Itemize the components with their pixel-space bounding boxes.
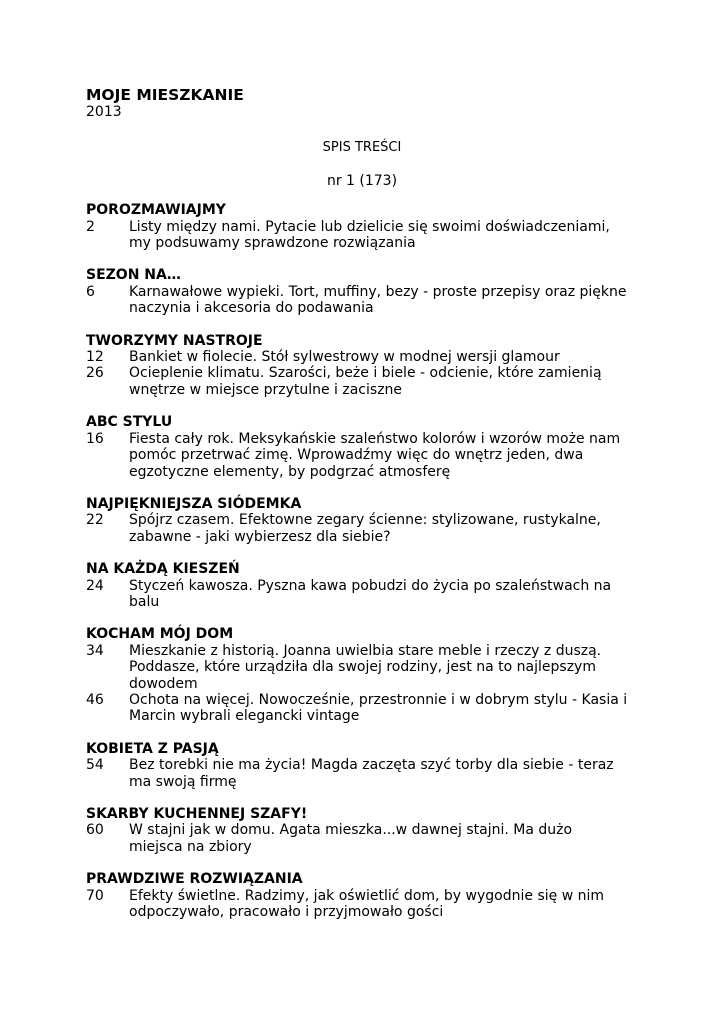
entry-page-number: 54 [86, 757, 104, 774]
entry-page-number: 34 [86, 642, 104, 659]
section-heading: ABC STYLU [86, 414, 173, 431]
entry-page-number: 22 [86, 512, 104, 529]
toc-entry [86, 349, 646, 365]
toc-entry [86, 284, 646, 317]
entry-description: Spójrz czasem. Efektowne zegary ścienne: stylizowane, rustykalne, zabawne - jaki wybierzesz dla siebie? [129, 512, 601, 545]
entry-description: Efekty świetlne. Radzimy, jak oświetlić dom, by wygodnie się w nim odpoczywało, pracowało i przyjmowało gości [129, 887, 604, 921]
toc-section [86, 496, 646, 545]
table-of-contents [86, 202, 646, 920]
entry-description: W stajni jak w domu. Agata mieszka...w dawnej stajni. Ma dużo miejsca na zbiory [129, 822, 573, 855]
toc-label: SPIS TREŚCI [322, 140, 402, 156]
toc-entry [86, 512, 646, 545]
entry-page-number: 26 [86, 365, 104, 382]
section-heading: KOBIETA Z PASJĄ [86, 740, 219, 757]
toc-section [86, 414, 646, 480]
toc-entry [86, 365, 646, 398]
entry-description: Ocieplenie klimatu. Szarości, beże i biele - odcienie, które zamienią wnętrze w miejsce przytulne i zaciszne [129, 365, 602, 398]
entry-page-number: 60 [86, 822, 104, 839]
toc-entry [86, 692, 646, 725]
document-title: MOJE MIESZKANIE [86, 86, 244, 104]
toc-section [86, 626, 646, 724]
toc-section [86, 806, 646, 855]
entry-page-number: 12 [86, 349, 104, 366]
toc-entry [86, 822, 646, 855]
document-year: 2013 [86, 104, 122, 120]
entry-page-number: 6 [86, 283, 95, 300]
entry-description: Fiesta cały rok. Meksykańskie szaleństwo kolorów i wzorów może nam pomóc przetrwać zimę. Wprowadźmy więc do wnętrz jeden, dwa egzotyczne elementy, by podgrzać atmosferę [129, 430, 621, 480]
entry-description: Bez torebki nie ma życia! Magda zaczęta szyć torby dla siebie - teraz ma swoją firmę [129, 757, 614, 790]
entry-page-number: 24 [86, 577, 104, 594]
entry-page-number: 70 [86, 887, 104, 904]
section-heading: SKARBY KUCHENNEJ SZAFY! [86, 806, 308, 822]
document-page [86, 86, 646, 936]
section-heading: TWORZYMY NASTROJE [86, 332, 263, 349]
toc-entry [86, 578, 646, 611]
entry-description: Listy między nami. Pytacie lub dzielicie się swoimi doświadczeniami, my podsuwamy sprawdzone rozwiązania [129, 218, 610, 252]
section-heading: POROZMAWIAJMY [86, 202, 226, 219]
entry-page-number: 16 [86, 430, 104, 447]
entry-description: Karnawałowe wypieki. Tort, muffiny, bezy - proste przepisy oraz piękne naczynia i akcesoria do podawania [129, 283, 627, 317]
entry-page-number: 2 [86, 218, 95, 235]
toc-section [86, 741, 646, 790]
entry-description: Mieszkanie z historią. Joanna uwielbia stare meble i rzeczy z duszą. Poddasze, które urządziła dla swojej rodziny, jest na to najlepszym dowodem [129, 642, 602, 692]
toc-entry [86, 643, 646, 692]
toc-entry [86, 431, 646, 480]
entry-page-number: 46 [86, 691, 104, 708]
toc-section [86, 871, 646, 920]
toc-entry [86, 219, 646, 252]
entry-description: Bankiet w fiolecie. Stół sylwestrowy w modnej wersji glamour [129, 349, 560, 366]
entry-description: Styczeń kawosza. Pyszna kawa pobudzi do życia po szaleństwach na balu [129, 577, 612, 610]
toc-section [86, 202, 646, 251]
toc-entry [86, 757, 646, 790]
section-heading: PRAWDZIWE ROZWIĄZANIA [86, 871, 303, 888]
toc-entry [86, 888, 646, 921]
issue-number: nr 1 (173) [326, 172, 398, 189]
entry-description: Ochota na więcej. Nowocześnie, przestronnie i w dobrym stylu - Kasia i Marcin wybrali elegancki vintage [129, 691, 628, 725]
section-heading: NAJPIĘKNIEJSZA SIÓDEMKA [86, 495, 302, 512]
toc-section [86, 561, 646, 610]
section-heading: SEZON NA… [86, 267, 181, 284]
toc-section [86, 267, 646, 316]
section-heading: NA KAŻDĄ KIESZEŃ [86, 561, 240, 578]
toc-section [86, 333, 646, 399]
section-heading: KOCHAM MÓJ DOM [86, 626, 234, 643]
